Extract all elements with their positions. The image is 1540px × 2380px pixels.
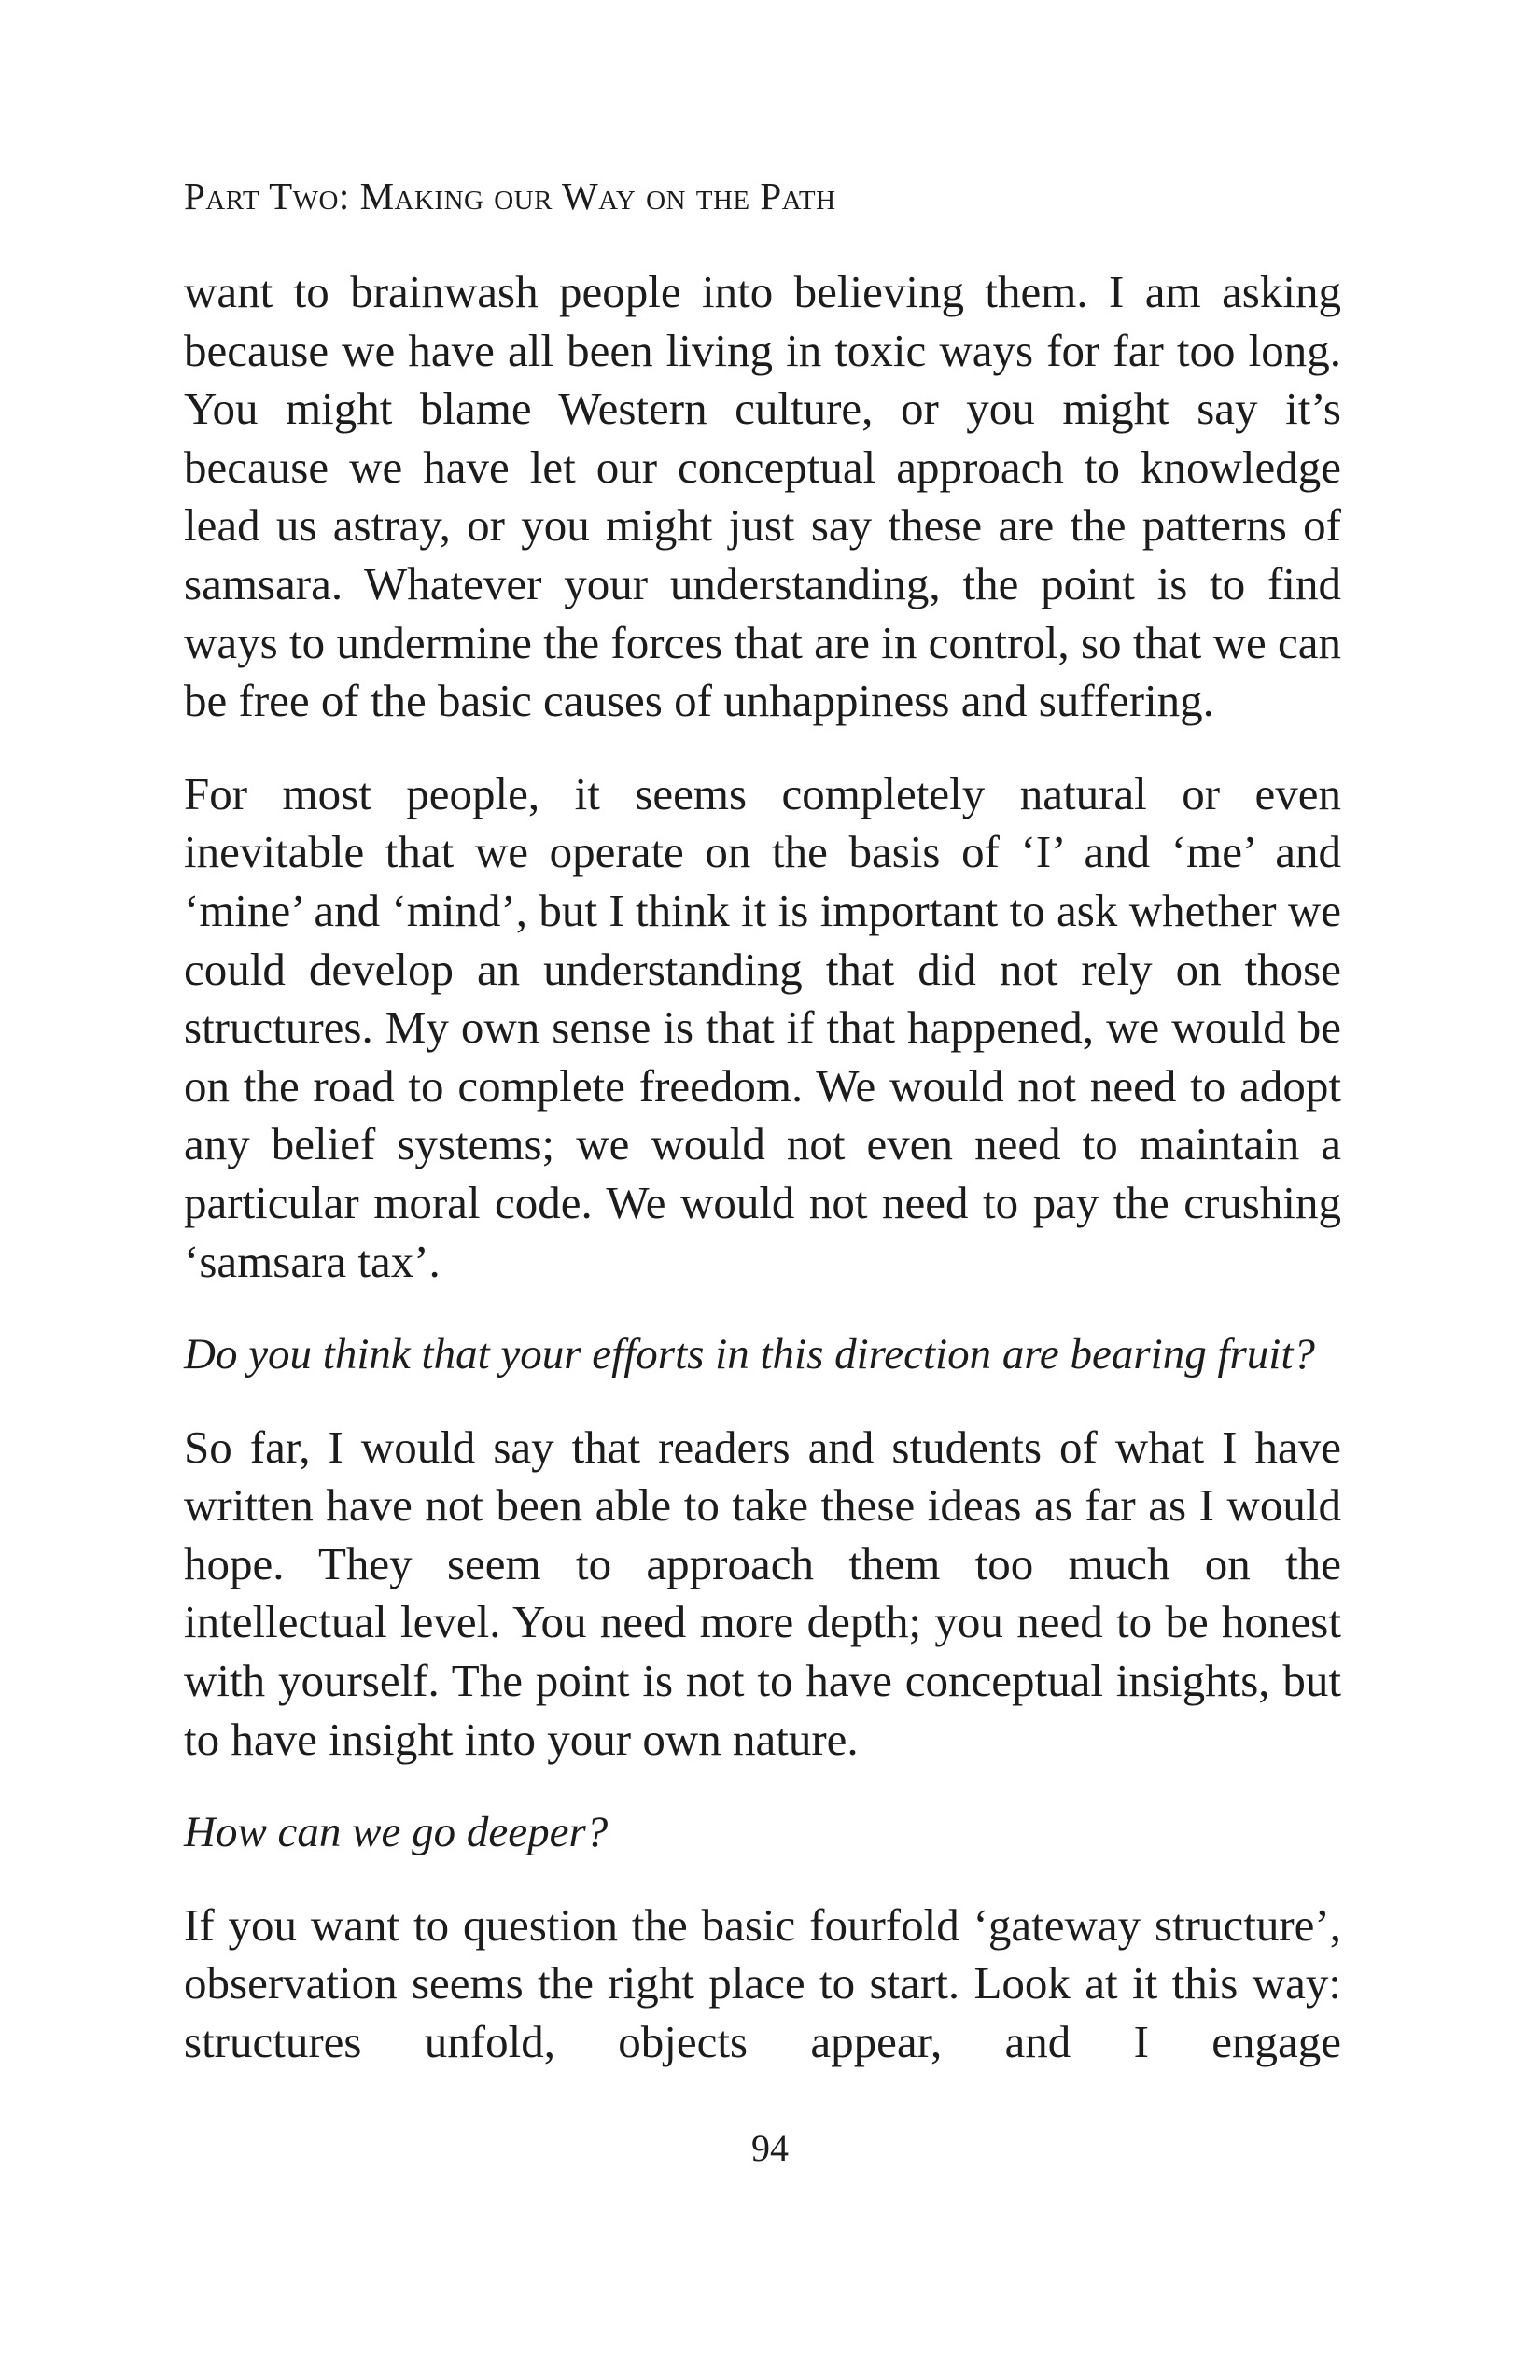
question-1: Do you think that your efforts in this direction are bearing fruit?	[184, 1330, 1315, 1379]
page-body	[184, 263, 1341, 2072]
paragraph-3: So far, I would say that readers and students of what I have written have not been able to take these ideas as far as I would hope. They seem to approach them too much on the intellectual level. You need more depth; you need to be honest with yourself. The point is not to have conceptual insights, but to have insight into your own nature.	[184, 1421, 1341, 1765]
page-number: 94	[751, 2127, 789, 2169]
paragraph-2: For most people, it seems completely natural or even inevitable that we operate on the basis of ‘I’ and ‘me’ and ‘mine’ and ‘mind’, but I think it is important to ask whether we could develop an understanding that did not rely on those structures. My own sense is that if that happened, we would be on the road to complete freedom. We would not need to adopt any belief systems; we would not even need to maintain a particular moral code. We would not need to pay the crushing ‘samsara tax’.	[184, 767, 1341, 1287]
question-2: How can we go deeper?	[184, 1808, 609, 1857]
paragraph-4: If you want to question the basic fourfold ‘gateway structure’, observation seems the right place to start. Look at it this way: structures unfold, objects appear, and I engage	[184, 1898, 1341, 2068]
running-head: Part Two: Making our Way on the Path	[184, 175, 836, 217]
paragraph-1: want to brainwash people into believing them. I am asking because we have all been living in toxic ways for far too long. You might blame Western culture, or you might say it’s because we have let our conceptual approach to knowledge lead us astray, or you might just say these are the patterns of samsara. Whatever your understanding, the point is to find ways to undermine the forces that are in control, so that we can be free of the basic causes of unhappiness and suffering.	[184, 266, 1341, 727]
